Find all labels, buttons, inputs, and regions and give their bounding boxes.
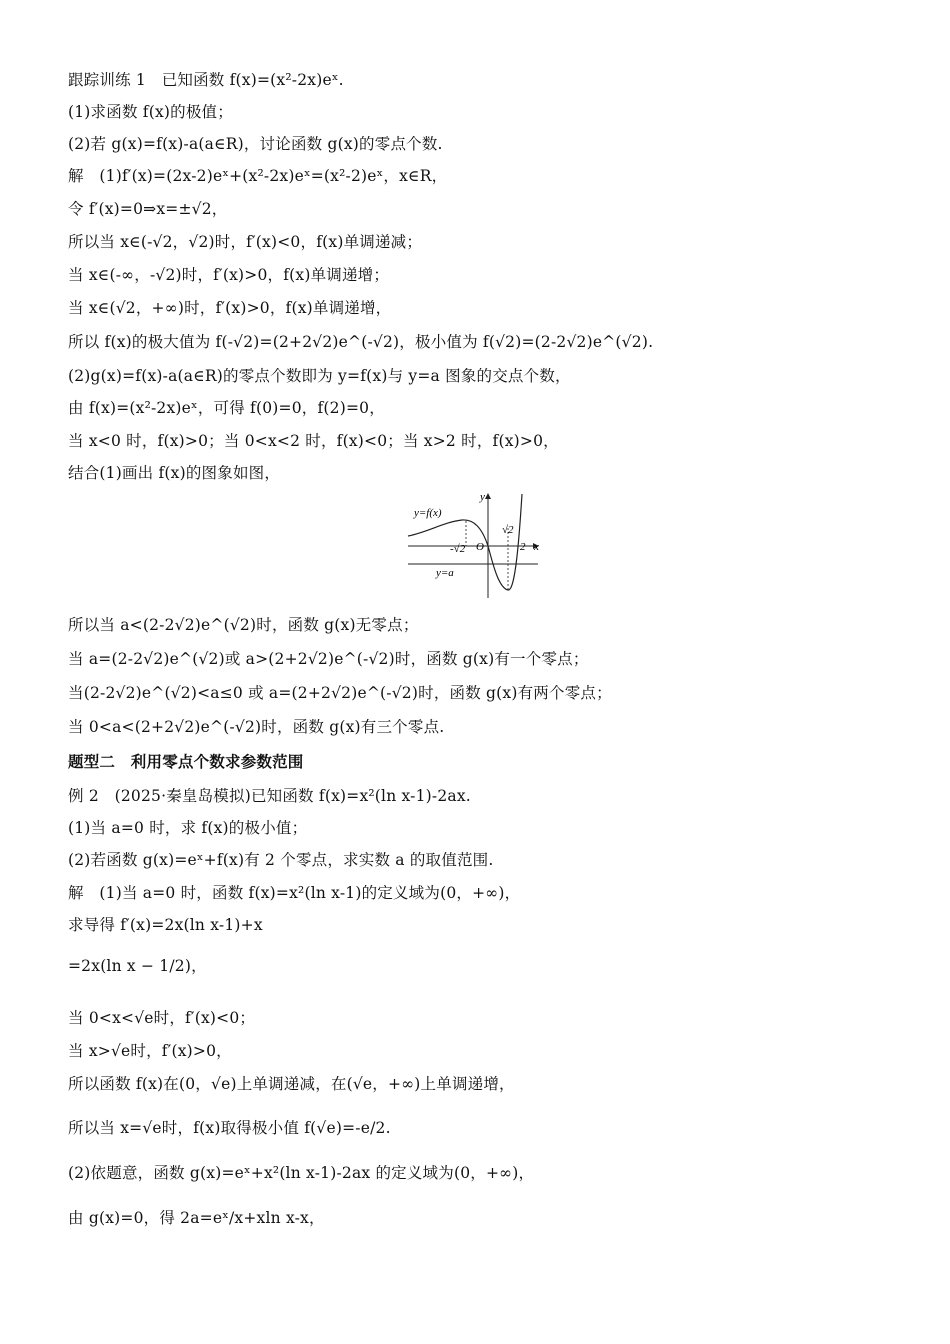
curve-label: y=f(x) — [414, 507, 442, 519]
question-2: (2)若 g(x)=f(x)-a(a∈R)，讨论函数 g(x)的零点个数. — [68, 135, 443, 153]
solution-sign-analysis: 当 x<0 时，f(x)>0；当 0<x<2 时，f(x)<0；当 x>2 时，f(x)>0， — [68, 432, 559, 450]
conclusion-two-zeros: 当(2-2√2)e^(√2)<a≤0 或 a=(2+2√2)e^(-√2)时，函数 g(x)有两个零点； — [68, 684, 612, 702]
example-2-sol-domain: 解 (1)当 a=0 时，函数 f(x)=x²(ln x-1)的定义域为(0，+∞)， — [68, 884, 521, 902]
example-2-sol-monotonic: 所以函数 f(x)在(0，√e)上单调递减，在(√e，+∞)上单调递增， — [68, 1075, 515, 1093]
two-label: 2 — [520, 541, 526, 553]
example-2-sol-increasing: 当 x>√e时，f′(x)>0， — [68, 1042, 232, 1060]
section-heading: 题型二 利用零点个数求参数范围 — [68, 753, 304, 771]
example-2-sol-factor: =2x(ln x − 1/2)， — [68, 957, 207, 975]
example-2-q2: (2)若函数 g(x)=eˣ+f(x)有 2 个零点，求实数 a 的取值范围. — [68, 851, 494, 869]
solution-part2-intro: (2)g(x)=f(x)-a(a∈R)的零点个数即为 y=f(x)与 y=a 图象的交点个数， — [68, 367, 571, 385]
example-2-part2-domain: (2)依题意，函数 g(x)=eˣ+x²(ln x-1)-2ax 的定义域为(0，+∞)， — [68, 1164, 535, 1182]
solution-zeros: 由 f(x)=(x²-2x)eˣ，可得 f(0)=0，f(2)=0， — [68, 399, 385, 417]
practice-title: 跟踪训练 1 已知函数 f(x)=(x²-2x)eˣ. — [68, 71, 344, 89]
root2-label: √2 — [502, 524, 514, 536]
line-a-label: y=a — [436, 567, 454, 579]
conclusion-no-zero: 所以当 a<(2-2√2)e^(√2)时，函数 g(x)无零点； — [68, 616, 419, 634]
solution-derivative: 解 (1)f′(x)=(2x-2)eˣ+(x²-2x)eˣ=(x²-2)eˣ，x∈R， — [68, 167, 448, 185]
conclusion-one-zero: 当 a=(2-2√2)e^(√2)或 a>(2+2√2)e^(-√2)时，函数 g(x)有一个零点； — [68, 650, 589, 668]
solution-critical-points: 令 f′(x)=0⇒x=±√2， — [68, 200, 228, 218]
solution-increasing-right: 当 x∈(√2，+∞)时，f′(x)>0，f(x)单调递增， — [68, 299, 392, 317]
question-1: (1)求函数 f(x)的极值； — [68, 103, 233, 121]
example-2-part2-equation: 由 g(x)=0，得 2a=eˣ/x+xln x-x， — [68, 1209, 325, 1227]
solution-decreasing: 所以当 x∈(-√2，√2)时，f′(x)<0，f(x)单调递减； — [68, 233, 423, 251]
solution-graph-intro: 结合(1)画出 f(x)的图象如图， — [68, 464, 281, 482]
x-axis-label: x — [534, 541, 539, 553]
origin-label: O — [476, 541, 484, 553]
solution-extrema: 所以 f(x)的极大值为 f(-√2)=(2+2√2)e^(-√2)，极小值为 f(√2)=(2-2√2)e^(√2). — [68, 333, 654, 351]
function-graph — [404, 488, 546, 600]
function-graph-svg — [404, 488, 546, 600]
neg-root2-label: -√2 — [450, 543, 466, 555]
example-2-sol-decreasing: 当 0<x<√e时，f′(x)<0； — [68, 1009, 256, 1027]
y-axis-label: y — [480, 491, 485, 503]
example-2-sol-minimum: 所以当 x=√e时，f(x)取得极小值 f(√e)=-e/2. — [68, 1119, 391, 1137]
conclusion-three-zeros: 当 0<a<(2+2√2)e^(-√2)时，函数 g(x)有三个零点. — [68, 718, 445, 736]
example-2-sol-derivative: 求导得 f′(x)=2x(ln x-1)+x — [68, 916, 263, 934]
example-2-q1: (1)当 a=0 时，求 f(x)的极小值； — [68, 819, 308, 837]
example-2-title: 例 2 (2025·秦皇岛模拟)已知函数 f(x)=x²(ln x-1)-2ax. — [68, 787, 471, 805]
solution-increasing-left: 当 x∈(-∞，-√2)时，f′(x)>0，f(x)单调递增； — [68, 266, 390, 284]
